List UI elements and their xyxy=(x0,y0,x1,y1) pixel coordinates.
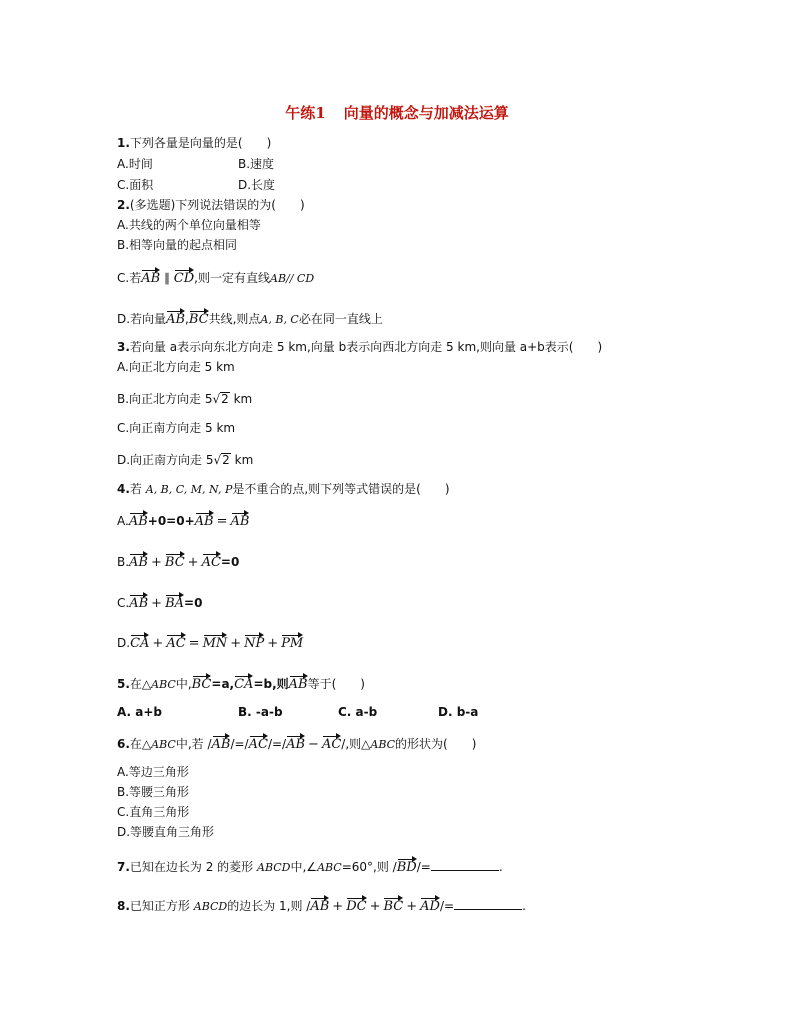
question-text: 若向量 a表示向东北方向走 5 km,向量 b表示向西北方向走 5 km,则向量 a+b表示( ) xyxy=(129,340,603,354)
period: . xyxy=(498,860,503,874)
plus-sign: + xyxy=(369,899,381,914)
q4-option-d xyxy=(117,633,303,652)
question-text: 中,若 / xyxy=(175,737,212,751)
question-text: 下列各量是向量的是( ) xyxy=(129,136,272,150)
vector-ac: AC xyxy=(166,633,185,650)
vector-ab: AB xyxy=(286,734,305,751)
q5-option-a: A. a+b xyxy=(117,705,162,719)
q6-option-a: A.等边三角形 xyxy=(117,765,189,779)
unit-text: km xyxy=(230,453,254,467)
q5-option-c: C. a-b xyxy=(338,705,378,719)
vector-ca: CA xyxy=(130,633,149,650)
question-1-stem xyxy=(117,135,271,151)
q1-option-b: B.速度 xyxy=(238,157,275,171)
question-text: 的边长为 1,则 / xyxy=(227,899,311,913)
q4-option-b xyxy=(117,552,239,571)
option-letter: C. xyxy=(117,596,130,610)
vector-ac: AC xyxy=(322,734,341,751)
option-letter: A. xyxy=(117,514,129,528)
q6-option-b: B.等腰三角形 xyxy=(117,785,190,799)
option-text: 必在同一直线上 xyxy=(298,312,383,326)
sqrt-sign: √ xyxy=(213,453,222,467)
question-text: /=/ xyxy=(267,737,287,751)
q6-option-c: C.直角三角形 xyxy=(117,805,190,819)
title-lesson-number: 午练1 xyxy=(285,104,326,122)
vector-cd: CD xyxy=(174,268,194,285)
vector-ab: AB xyxy=(289,674,308,691)
vector-np: NP xyxy=(244,633,264,650)
vector-ad: AD xyxy=(420,896,440,913)
vector-ab: AB xyxy=(129,511,148,528)
q2-option-b: B.相等向量的起点相同 xyxy=(117,238,238,252)
sqrt-radicand: 2 xyxy=(221,392,229,406)
q2-option-c xyxy=(117,268,314,287)
option-letter: D. xyxy=(117,636,131,650)
triangle-name: ABC xyxy=(370,738,396,751)
vector-ab: AB xyxy=(141,268,160,285)
question-number: 5. xyxy=(117,677,130,691)
q3-option-d xyxy=(117,452,253,468)
q6-option-d: D.等腰直角三角形 xyxy=(117,825,215,839)
q1-option-a: A.时间 xyxy=(117,157,153,171)
angle-name: ABC xyxy=(317,861,342,874)
answer-blank[interactable] xyxy=(454,897,522,910)
shape-name: ABCD xyxy=(257,861,291,874)
vector-bc: BC xyxy=(189,309,209,326)
vector-ab: AB xyxy=(129,552,148,569)
question-number: 1. xyxy=(117,136,130,150)
vector-mn: MN xyxy=(203,633,228,650)
plus-sign: + xyxy=(406,899,418,914)
vector-ab: AB xyxy=(129,593,148,610)
question-number: 3. xyxy=(117,340,130,354)
expression-text: =0 xyxy=(220,555,240,569)
question-5-stem xyxy=(117,674,365,693)
plus-sign: + xyxy=(151,596,163,611)
q4-option-a xyxy=(117,511,249,530)
vector-ac: AC xyxy=(202,552,221,569)
period: . xyxy=(522,899,526,913)
q1-option-d: D.长度 xyxy=(238,178,276,192)
option-text: D.若向量 xyxy=(117,312,167,326)
question-text: /= xyxy=(416,860,431,874)
minus-sign: − xyxy=(308,737,319,752)
plus-sign: + xyxy=(267,636,279,651)
question-text: 中,∠ xyxy=(290,860,318,874)
plus-sign: + xyxy=(230,636,242,651)
equals-sign: = xyxy=(216,514,228,529)
question-7-stem xyxy=(117,857,503,876)
option-text: ,则一定有直线 xyxy=(194,271,270,285)
question-text: 在△ xyxy=(129,737,152,751)
expression-text: +0=0+ xyxy=(147,514,195,528)
vector-bc: BC xyxy=(165,552,185,569)
point-names: A, B, C xyxy=(260,313,299,326)
question-text: 中, xyxy=(175,677,192,691)
question-6-stem xyxy=(117,734,476,753)
q5-option-b: B. -a-b xyxy=(238,705,283,719)
point-names: A, B, C, M, N, P xyxy=(145,483,233,496)
question-number: 6. xyxy=(117,737,130,751)
line-notation: AB// CD xyxy=(270,272,315,285)
question-2-stem xyxy=(117,197,305,213)
question-text: 在△ xyxy=(129,677,152,691)
question-text: 的形状为( ) xyxy=(395,737,477,751)
plus-sign: + xyxy=(332,899,344,914)
question-text: 若 xyxy=(129,482,146,496)
q3-option-c: C.向正南方向走 5 km xyxy=(117,421,236,435)
q3-option-b xyxy=(117,391,252,407)
question-text: =60°,则 / xyxy=(341,860,397,874)
question-text: 已知在边长为 2 的菱形 xyxy=(129,860,258,874)
unit-text: km xyxy=(229,392,253,406)
question-text: (多选题)下列说法错误的为( ) xyxy=(129,198,305,212)
vector-bc: BC xyxy=(192,674,212,691)
option-letter: B. xyxy=(117,555,130,569)
shape-name: ABCD xyxy=(193,900,228,913)
question-number: 8. xyxy=(117,899,130,913)
vector-ab: AB xyxy=(212,734,231,751)
vector-dc: DC xyxy=(346,896,366,913)
question-text: 已知正方形 xyxy=(129,899,194,913)
question-text: 等于( ) xyxy=(307,677,365,691)
question-text: =a, xyxy=(211,677,235,691)
question-3-stem xyxy=(117,339,602,355)
plus-sign: + xyxy=(152,636,164,651)
plus-sign: + xyxy=(151,555,162,570)
title-topic: 向量的概念与加减法运算 xyxy=(343,104,509,122)
answer-blank[interactable] xyxy=(431,858,499,871)
q5-option-d: D. b-a xyxy=(438,705,479,719)
sqrt-sign: √ xyxy=(212,392,221,406)
q2-option-d xyxy=(117,309,383,328)
expression-text: =0 xyxy=(184,596,203,610)
page-title xyxy=(0,102,794,123)
vector-ab: AB xyxy=(195,511,214,528)
q3-option-a: A.向正北方向走 5 km xyxy=(117,360,235,374)
vector-ba: BA xyxy=(165,593,184,610)
equals-sign: = xyxy=(188,636,200,651)
question-number: 4. xyxy=(117,482,130,496)
vector-bd: BD xyxy=(397,857,417,874)
comma: , xyxy=(185,312,189,326)
option-text: C.若 xyxy=(117,271,142,285)
vector-ab: AB xyxy=(310,896,329,913)
question-text: /,则△ xyxy=(341,737,371,751)
q4-option-c xyxy=(117,593,202,612)
question-text: /= xyxy=(439,899,455,913)
question-text: =b,则 xyxy=(253,677,289,691)
vector-pm: PM xyxy=(281,633,303,650)
vector-ab: AB xyxy=(231,511,250,528)
vector-bc: BC xyxy=(383,896,403,913)
option-text: 共线,则点 xyxy=(208,312,261,326)
triangle-name: ABC xyxy=(151,678,176,691)
triangle-name: ABC xyxy=(151,738,176,751)
option-text: D.向正南方向走 5 xyxy=(117,453,214,467)
parallel-symbol: ∥ xyxy=(160,271,174,285)
sqrt-radicand: 2 xyxy=(222,453,230,467)
option-text: B.向正北方向走 5 xyxy=(117,392,213,406)
question-text: /=/ xyxy=(230,737,249,751)
question-text: 是不重合的点,则下列等式错误的是( ) xyxy=(232,482,450,496)
vector-ab: AB xyxy=(166,309,185,326)
q2-option-a: A.共线的两个单位向量相等 xyxy=(117,218,261,232)
vector-ca: CA xyxy=(234,674,253,691)
question-number: 7. xyxy=(117,860,130,874)
plus-sign: + xyxy=(187,555,199,570)
q1-option-c: C.面积 xyxy=(117,178,154,192)
vector-ac: AC xyxy=(249,734,268,751)
question-number: 2. xyxy=(117,198,130,212)
question-4-stem xyxy=(117,481,450,498)
question-8-stem xyxy=(117,896,526,915)
